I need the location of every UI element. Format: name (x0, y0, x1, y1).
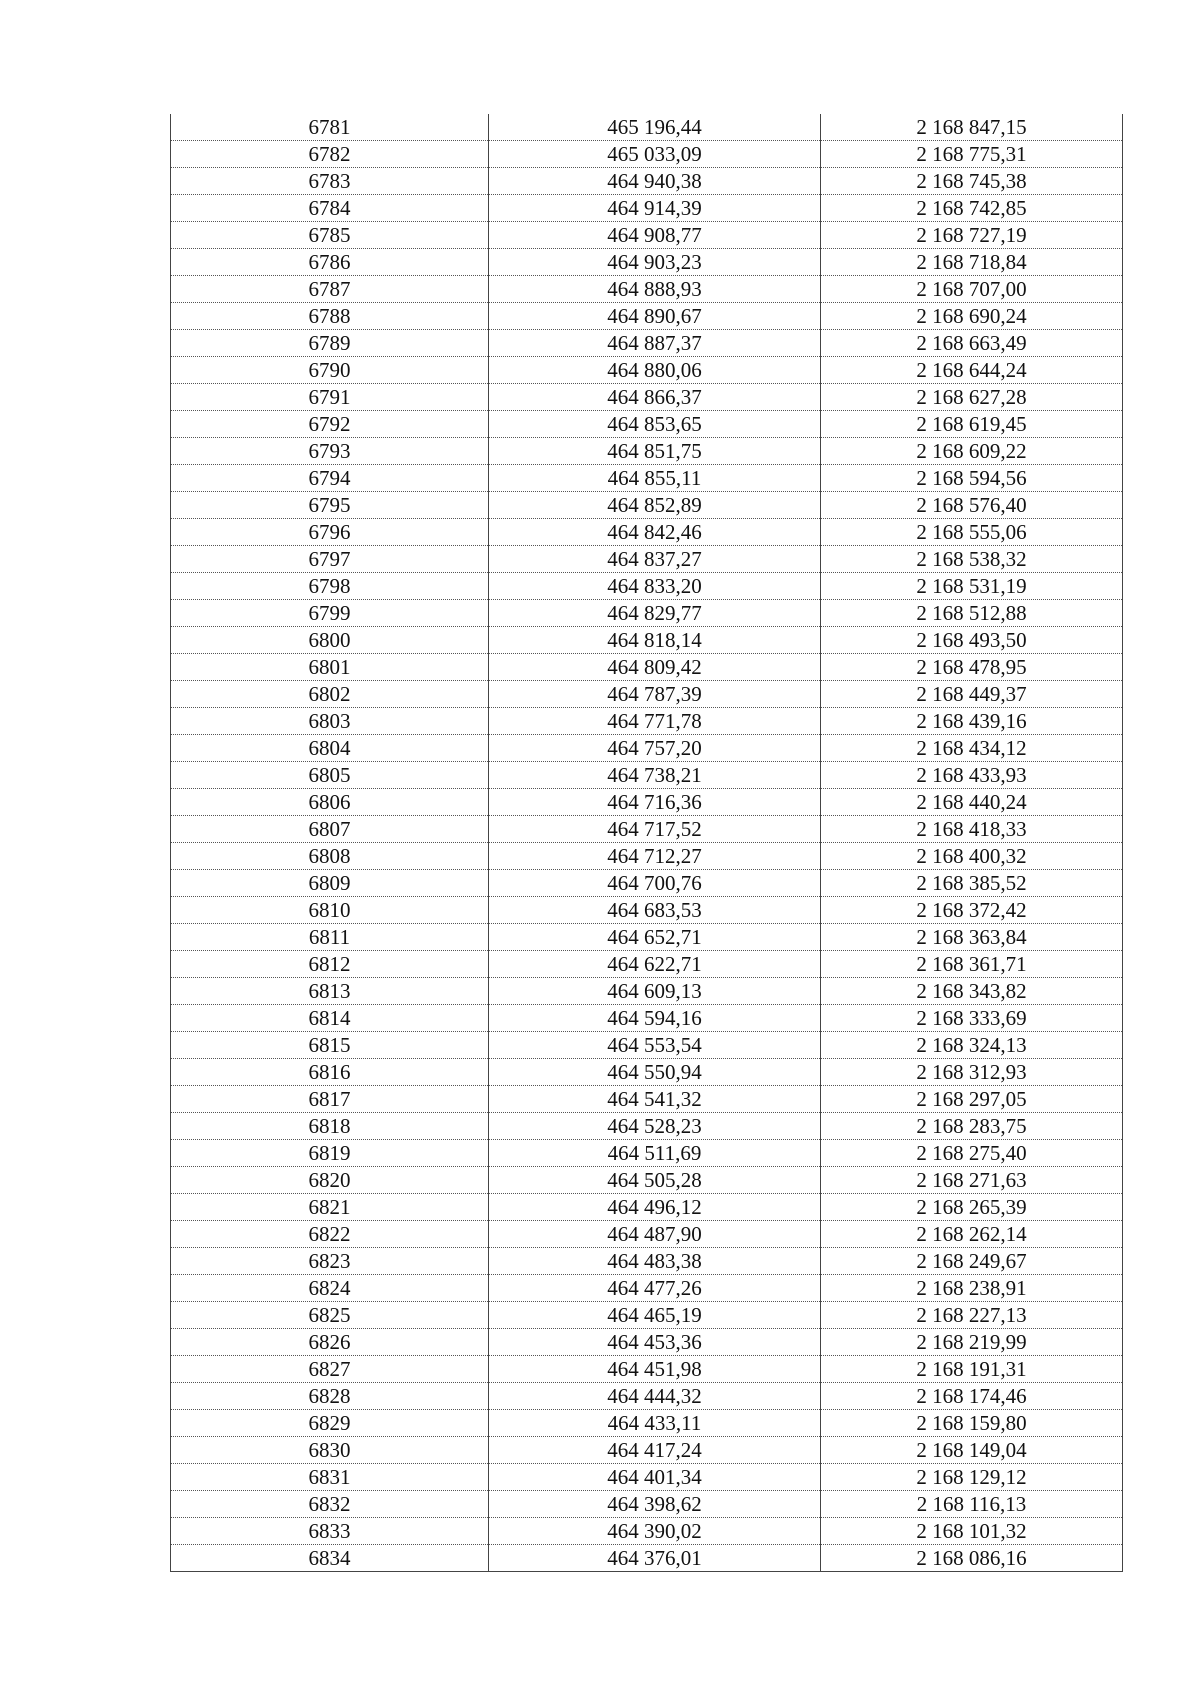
point-number-cell: 6799 (171, 600, 489, 627)
point-number-cell: 6816 (171, 1059, 489, 1086)
point-number-cell: 6788 (171, 303, 489, 330)
x-coordinate-cell: 465 033,09 (489, 141, 821, 168)
table-row (171, 978, 1123, 1005)
y-coordinate-cell: 2 168 439,16 (821, 708, 1123, 735)
y-coordinate-cell: 2 168 594,56 (821, 465, 1123, 492)
y-coordinate-cell: 2 168 512,88 (821, 600, 1123, 627)
x-coordinate-cell: 464 622,71 (489, 951, 821, 978)
y-coordinate-cell: 2 168 343,82 (821, 978, 1123, 1005)
table-row (171, 546, 1123, 573)
point-number-cell: 6819 (171, 1140, 489, 1167)
x-coordinate-cell: 464 541,32 (489, 1086, 821, 1113)
y-coordinate-cell: 2 168 265,39 (821, 1194, 1123, 1221)
table-row (171, 1275, 1123, 1302)
y-coordinate-cell: 2 168 275,40 (821, 1140, 1123, 1167)
x-coordinate-cell: 464 444,32 (489, 1383, 821, 1410)
x-coordinate-cell: 464 487,90 (489, 1221, 821, 1248)
y-coordinate-cell: 2 168 361,71 (821, 951, 1123, 978)
x-coordinate-cell: 464 496,12 (489, 1194, 821, 1221)
y-coordinate-cell: 2 168 219,99 (821, 1329, 1123, 1356)
point-number-cell: 6825 (171, 1302, 489, 1329)
x-coordinate-cell: 464 652,71 (489, 924, 821, 951)
y-coordinate-cell: 2 168 727,19 (821, 222, 1123, 249)
y-coordinate-cell: 2 168 707,00 (821, 276, 1123, 303)
table-row (171, 195, 1123, 222)
point-number-cell: 6821 (171, 1194, 489, 1221)
table-row (171, 114, 1123, 141)
y-coordinate-cell: 2 168 400,32 (821, 843, 1123, 870)
table-row (171, 654, 1123, 681)
y-coordinate-cell: 2 168 238,91 (821, 1275, 1123, 1302)
x-coordinate-cell: 464 829,77 (489, 600, 821, 627)
coordinates-table (170, 114, 1123, 1572)
table-row (171, 276, 1123, 303)
point-number-cell: 6833 (171, 1518, 489, 1545)
coordinates-table-body (171, 114, 1123, 1572)
y-coordinate-cell: 2 168 191,31 (821, 1356, 1123, 1383)
x-coordinate-cell: 464 528,23 (489, 1113, 821, 1140)
x-coordinate-cell: 464 880,06 (489, 357, 821, 384)
x-coordinate-cell: 464 398,62 (489, 1491, 821, 1518)
point-number-cell: 6824 (171, 1275, 489, 1302)
table-row (171, 762, 1123, 789)
x-coordinate-cell: 464 609,13 (489, 978, 821, 1005)
table-row (171, 330, 1123, 357)
y-coordinate-cell: 2 168 372,42 (821, 897, 1123, 924)
point-number-cell: 6818 (171, 1113, 489, 1140)
x-coordinate-cell: 464 833,20 (489, 573, 821, 600)
y-coordinate-cell: 2 168 847,15 (821, 114, 1123, 141)
x-coordinate-cell: 464 852,89 (489, 492, 821, 519)
point-number-cell: 6827 (171, 1356, 489, 1383)
x-coordinate-cell: 464 716,36 (489, 789, 821, 816)
point-number-cell: 6830 (171, 1437, 489, 1464)
x-coordinate-cell: 464 940,38 (489, 168, 821, 195)
point-number-cell: 6798 (171, 573, 489, 600)
y-coordinate-cell: 2 168 745,38 (821, 168, 1123, 195)
x-coordinate-cell: 464 550,94 (489, 1059, 821, 1086)
y-coordinate-cell: 2 168 627,28 (821, 384, 1123, 411)
y-coordinate-cell: 2 168 440,24 (821, 789, 1123, 816)
y-coordinate-cell: 2 168 271,63 (821, 1167, 1123, 1194)
point-number-cell: 6803 (171, 708, 489, 735)
x-coordinate-cell: 464 401,34 (489, 1464, 821, 1491)
point-number-cell: 6804 (171, 735, 489, 762)
table-row (171, 735, 1123, 762)
x-coordinate-cell: 464 683,53 (489, 897, 821, 924)
point-number-cell: 6817 (171, 1086, 489, 1113)
x-coordinate-cell: 464 842,46 (489, 519, 821, 546)
y-coordinate-cell: 2 168 101,32 (821, 1518, 1123, 1545)
x-coordinate-cell: 464 866,37 (489, 384, 821, 411)
table-row (171, 1194, 1123, 1221)
y-coordinate-cell: 2 168 576,40 (821, 492, 1123, 519)
point-number-cell: 6784 (171, 195, 489, 222)
point-number-cell: 6828 (171, 1383, 489, 1410)
x-coordinate-cell: 464 483,38 (489, 1248, 821, 1275)
x-coordinate-cell: 464 390,02 (489, 1518, 821, 1545)
point-number-cell: 6793 (171, 438, 489, 465)
y-coordinate-cell: 2 168 663,49 (821, 330, 1123, 357)
y-coordinate-cell: 2 168 775,31 (821, 141, 1123, 168)
x-coordinate-cell: 464 477,26 (489, 1275, 821, 1302)
x-coordinate-cell: 464 453,36 (489, 1329, 821, 1356)
table-row (171, 1140, 1123, 1167)
table-row (171, 600, 1123, 627)
table-row (171, 222, 1123, 249)
x-coordinate-cell: 464 712,27 (489, 843, 821, 870)
x-coordinate-cell: 464 903,23 (489, 249, 821, 276)
x-coordinate-cell: 464 853,65 (489, 411, 821, 438)
y-coordinate-cell: 2 168 116,13 (821, 1491, 1123, 1518)
y-coordinate-cell: 2 168 174,46 (821, 1383, 1123, 1410)
table-row (171, 573, 1123, 600)
y-coordinate-cell: 2 168 324,13 (821, 1032, 1123, 1059)
point-number-cell: 6832 (171, 1491, 489, 1518)
table-row (171, 168, 1123, 195)
point-number-cell: 6795 (171, 492, 489, 519)
y-coordinate-cell: 2 168 333,69 (821, 1005, 1123, 1032)
point-number-cell: 6791 (171, 384, 489, 411)
table-row (171, 843, 1123, 870)
point-number-cell: 6792 (171, 411, 489, 438)
table-row (171, 789, 1123, 816)
y-coordinate-cell: 2 168 493,50 (821, 627, 1123, 654)
table-row (171, 1086, 1123, 1113)
y-coordinate-cell: 2 168 262,14 (821, 1221, 1123, 1248)
table-row (171, 1059, 1123, 1086)
y-coordinate-cell: 2 168 283,75 (821, 1113, 1123, 1140)
y-coordinate-cell: 2 168 363,84 (821, 924, 1123, 951)
x-coordinate-cell: 464 451,98 (489, 1356, 821, 1383)
point-number-cell: 6807 (171, 816, 489, 843)
table-row (171, 1113, 1123, 1140)
point-number-cell: 6781 (171, 114, 489, 141)
x-coordinate-cell: 464 505,28 (489, 1167, 821, 1194)
point-number-cell: 6800 (171, 627, 489, 654)
x-coordinate-cell: 464 511,69 (489, 1140, 821, 1167)
table-row (171, 951, 1123, 978)
y-coordinate-cell: 2 168 312,93 (821, 1059, 1123, 1086)
point-number-cell: 6794 (171, 465, 489, 492)
point-number-cell: 6796 (171, 519, 489, 546)
point-number-cell: 6797 (171, 546, 489, 573)
point-number-cell: 6789 (171, 330, 489, 357)
table-row (171, 249, 1123, 276)
point-number-cell: 6829 (171, 1410, 489, 1437)
y-coordinate-cell: 2 168 418,33 (821, 816, 1123, 843)
table-row (171, 870, 1123, 897)
point-number-cell: 6787 (171, 276, 489, 303)
point-number-cell: 6786 (171, 249, 489, 276)
x-coordinate-cell: 464 837,27 (489, 546, 821, 573)
table-row (171, 1437, 1123, 1464)
y-coordinate-cell: 2 168 531,19 (821, 573, 1123, 600)
y-coordinate-cell: 2 168 609,22 (821, 438, 1123, 465)
table-row (171, 1302, 1123, 1329)
table-row (171, 1518, 1123, 1545)
table-row (171, 627, 1123, 654)
y-coordinate-cell: 2 168 249,67 (821, 1248, 1123, 1275)
table-row (171, 1464, 1123, 1491)
table-row (171, 492, 1123, 519)
y-coordinate-cell: 2 168 449,37 (821, 681, 1123, 708)
y-coordinate-cell: 2 168 434,12 (821, 735, 1123, 762)
point-number-cell: 6785 (171, 222, 489, 249)
table-row (171, 1221, 1123, 1248)
table-row (171, 438, 1123, 465)
x-coordinate-cell: 464 700,76 (489, 870, 821, 897)
point-number-cell: 6813 (171, 978, 489, 1005)
table-row (171, 1383, 1123, 1410)
point-number-cell: 6805 (171, 762, 489, 789)
table-row (171, 1032, 1123, 1059)
y-coordinate-cell: 2 168 385,52 (821, 870, 1123, 897)
table-row (171, 384, 1123, 411)
point-number-cell: 6826 (171, 1329, 489, 1356)
table-row (171, 303, 1123, 330)
point-number-cell: 6831 (171, 1464, 489, 1491)
point-number-cell: 6806 (171, 789, 489, 816)
table-row (171, 897, 1123, 924)
y-coordinate-cell: 2 168 159,80 (821, 1410, 1123, 1437)
y-coordinate-cell: 2 168 742,85 (821, 195, 1123, 222)
x-coordinate-cell: 464 771,78 (489, 708, 821, 735)
y-coordinate-cell: 2 168 086,16 (821, 1545, 1123, 1572)
x-coordinate-cell: 464 553,54 (489, 1032, 821, 1059)
y-coordinate-cell: 2 168 129,12 (821, 1464, 1123, 1491)
x-coordinate-cell: 464 851,75 (489, 438, 821, 465)
x-coordinate-cell: 464 914,39 (489, 195, 821, 222)
point-number-cell: 6783 (171, 168, 489, 195)
table-row (171, 1545, 1123, 1572)
point-number-cell: 6810 (171, 897, 489, 924)
table-row (171, 1167, 1123, 1194)
y-coordinate-cell: 2 168 619,45 (821, 411, 1123, 438)
y-coordinate-cell: 2 168 227,13 (821, 1302, 1123, 1329)
table-row (171, 1248, 1123, 1275)
y-coordinate-cell: 2 168 297,05 (821, 1086, 1123, 1113)
table-row (171, 1329, 1123, 1356)
x-coordinate-cell: 464 433,11 (489, 1410, 821, 1437)
x-coordinate-cell: 464 738,21 (489, 762, 821, 789)
y-coordinate-cell: 2 168 644,24 (821, 357, 1123, 384)
x-coordinate-cell: 464 717,52 (489, 816, 821, 843)
y-coordinate-cell: 2 168 538,32 (821, 546, 1123, 573)
x-coordinate-cell: 464 594,16 (489, 1005, 821, 1032)
x-coordinate-cell: 464 809,42 (489, 654, 821, 681)
table-row (171, 924, 1123, 951)
table-row (171, 681, 1123, 708)
x-coordinate-cell: 464 757,20 (489, 735, 821, 762)
x-coordinate-cell: 465 196,44 (489, 114, 821, 141)
point-number-cell: 6801 (171, 654, 489, 681)
y-coordinate-cell: 2 168 718,84 (821, 249, 1123, 276)
x-coordinate-cell: 464 908,77 (489, 222, 821, 249)
x-coordinate-cell: 464 818,14 (489, 627, 821, 654)
x-coordinate-cell: 464 787,39 (489, 681, 821, 708)
x-coordinate-cell: 464 855,11 (489, 465, 821, 492)
point-number-cell: 6823 (171, 1248, 489, 1275)
point-number-cell: 6834 (171, 1545, 489, 1572)
point-number-cell: 6812 (171, 951, 489, 978)
point-number-cell: 6782 (171, 141, 489, 168)
table-row (171, 816, 1123, 843)
table-row (171, 1005, 1123, 1032)
y-coordinate-cell: 2 168 690,24 (821, 303, 1123, 330)
x-coordinate-cell: 464 417,24 (489, 1437, 821, 1464)
point-number-cell: 6808 (171, 843, 489, 870)
y-coordinate-cell: 2 168 555,06 (821, 519, 1123, 546)
table-row (171, 465, 1123, 492)
table-row (171, 519, 1123, 546)
table-row (171, 141, 1123, 168)
y-coordinate-cell: 2 168 478,95 (821, 654, 1123, 681)
point-number-cell: 6802 (171, 681, 489, 708)
x-coordinate-cell: 464 890,67 (489, 303, 821, 330)
table-row (171, 357, 1123, 384)
y-coordinate-cell: 2 168 149,04 (821, 1437, 1123, 1464)
y-coordinate-cell: 2 168 433,93 (821, 762, 1123, 789)
point-number-cell: 6814 (171, 1005, 489, 1032)
x-coordinate-cell: 464 465,19 (489, 1302, 821, 1329)
x-coordinate-cell: 464 887,37 (489, 330, 821, 357)
x-coordinate-cell: 464 376,01 (489, 1545, 821, 1572)
point-number-cell: 6815 (171, 1032, 489, 1059)
point-number-cell: 6822 (171, 1221, 489, 1248)
point-number-cell: 6820 (171, 1167, 489, 1194)
point-number-cell: 6790 (171, 357, 489, 384)
x-coordinate-cell: 464 888,93 (489, 276, 821, 303)
point-number-cell: 6811 (171, 924, 489, 951)
point-number-cell: 6809 (171, 870, 489, 897)
table-row (171, 1356, 1123, 1383)
table-row (171, 708, 1123, 735)
table-row (171, 1491, 1123, 1518)
table-row (171, 1410, 1123, 1437)
table-row (171, 411, 1123, 438)
